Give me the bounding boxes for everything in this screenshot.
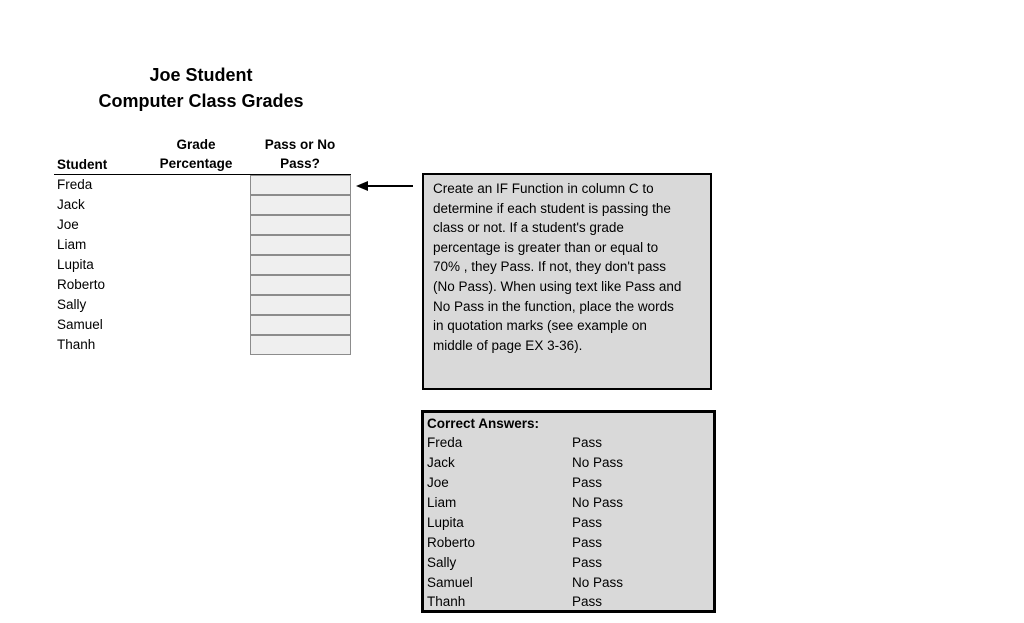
pass-result-cell[interactable] xyxy=(250,195,351,215)
instruction-line: percentage is greater than or equal to xyxy=(433,239,659,255)
answer-result: Pass xyxy=(572,555,603,570)
header-pass-or-no-pass xyxy=(250,135,350,173)
instruction-line: determine if each student is passing the xyxy=(433,200,671,216)
student-name: Lupita xyxy=(57,257,94,272)
answer-student-name: Sally xyxy=(427,555,457,570)
answer-result: Pass xyxy=(572,594,603,609)
table-row xyxy=(54,295,351,315)
answer-row xyxy=(424,453,713,473)
answer-result: Pass xyxy=(572,535,603,550)
table-row xyxy=(54,255,351,275)
header-grade-percentage xyxy=(152,135,240,173)
arrow-left-icon xyxy=(356,180,414,192)
header-student: Student xyxy=(57,157,108,172)
table-row xyxy=(54,175,351,195)
instruction-line: in quotation marks (see example on xyxy=(433,318,647,334)
answer-row xyxy=(424,473,713,493)
answer-result: Pass xyxy=(572,475,603,490)
answer-row xyxy=(424,433,713,453)
answer-result: No Pass xyxy=(572,575,624,590)
instruction-line: 70% , they Pass. If not, they don't pass xyxy=(433,259,666,275)
table-row xyxy=(54,195,351,215)
table-row xyxy=(54,235,351,255)
sheet-title: Joe Student xyxy=(149,65,253,85)
student-name: Joe xyxy=(57,217,79,232)
instruction-line: class or not. If a student's grade xyxy=(433,220,624,236)
instruction-line: No Pass in the function, place the words xyxy=(433,298,674,314)
pass-result-cell[interactable] xyxy=(250,315,351,335)
student-name: Sally xyxy=(57,297,87,312)
answer-student-name: Joe xyxy=(427,475,449,490)
answer-row xyxy=(424,533,713,553)
student-name: Freda xyxy=(57,177,93,192)
pass-result-cell[interactable] xyxy=(250,235,351,255)
answer-student-name: Roberto xyxy=(427,535,476,550)
header-grade-line2: Percentage xyxy=(159,156,233,171)
answer-row xyxy=(424,592,713,612)
answer-student-name: Freda xyxy=(427,435,463,450)
answer-result: Pass xyxy=(572,435,603,450)
student-name: Jack xyxy=(57,197,85,212)
sheet-subtitle: Computer Class Grades xyxy=(98,91,304,111)
header-pass-line2: Pass? xyxy=(280,156,320,171)
pass-result-cell[interactable] xyxy=(250,295,351,315)
student-name: Liam xyxy=(57,237,87,252)
pass-result-cell[interactable] xyxy=(250,255,351,275)
student-name: Samuel xyxy=(57,317,103,332)
table-row xyxy=(54,215,351,235)
correct-answers-box xyxy=(421,410,716,613)
table-row xyxy=(54,315,351,335)
header-pass-line1: Pass or No xyxy=(264,137,336,152)
correct-answers-heading: Correct Answers: xyxy=(427,416,540,431)
answer-student-name: Thanh xyxy=(427,594,466,609)
answer-result: No Pass xyxy=(572,455,624,470)
pass-result-cell[interactable] xyxy=(250,335,351,355)
instruction-line: middle of page EX 3-36). xyxy=(433,337,583,353)
student-name: Thanh xyxy=(57,337,96,352)
instruction-line: (No Pass). When using text like Pass and xyxy=(433,278,682,294)
pass-result-cell[interactable] xyxy=(250,215,351,235)
pass-result-cell[interactable] xyxy=(250,275,351,295)
answer-student-name: Samuel xyxy=(427,575,473,590)
answer-row xyxy=(424,553,713,573)
answer-result: Pass xyxy=(572,515,603,530)
instructions-box xyxy=(422,173,712,390)
answer-student-name: Jack xyxy=(427,455,455,470)
answer-row xyxy=(424,493,713,513)
table-row xyxy=(54,275,351,295)
answer-student-name: Liam xyxy=(427,495,457,510)
answer-row xyxy=(424,513,713,533)
instruction-line: Create an IF Function in column C to xyxy=(433,181,654,196)
answer-result: No Pass xyxy=(572,495,624,510)
answer-student-name: Lupita xyxy=(427,515,464,530)
table-row xyxy=(54,335,351,355)
header-grade-line1: Grade xyxy=(176,137,216,152)
answer-row xyxy=(424,573,713,593)
pass-result-cell[interactable] xyxy=(250,175,351,195)
student-name: Roberto xyxy=(57,277,106,292)
